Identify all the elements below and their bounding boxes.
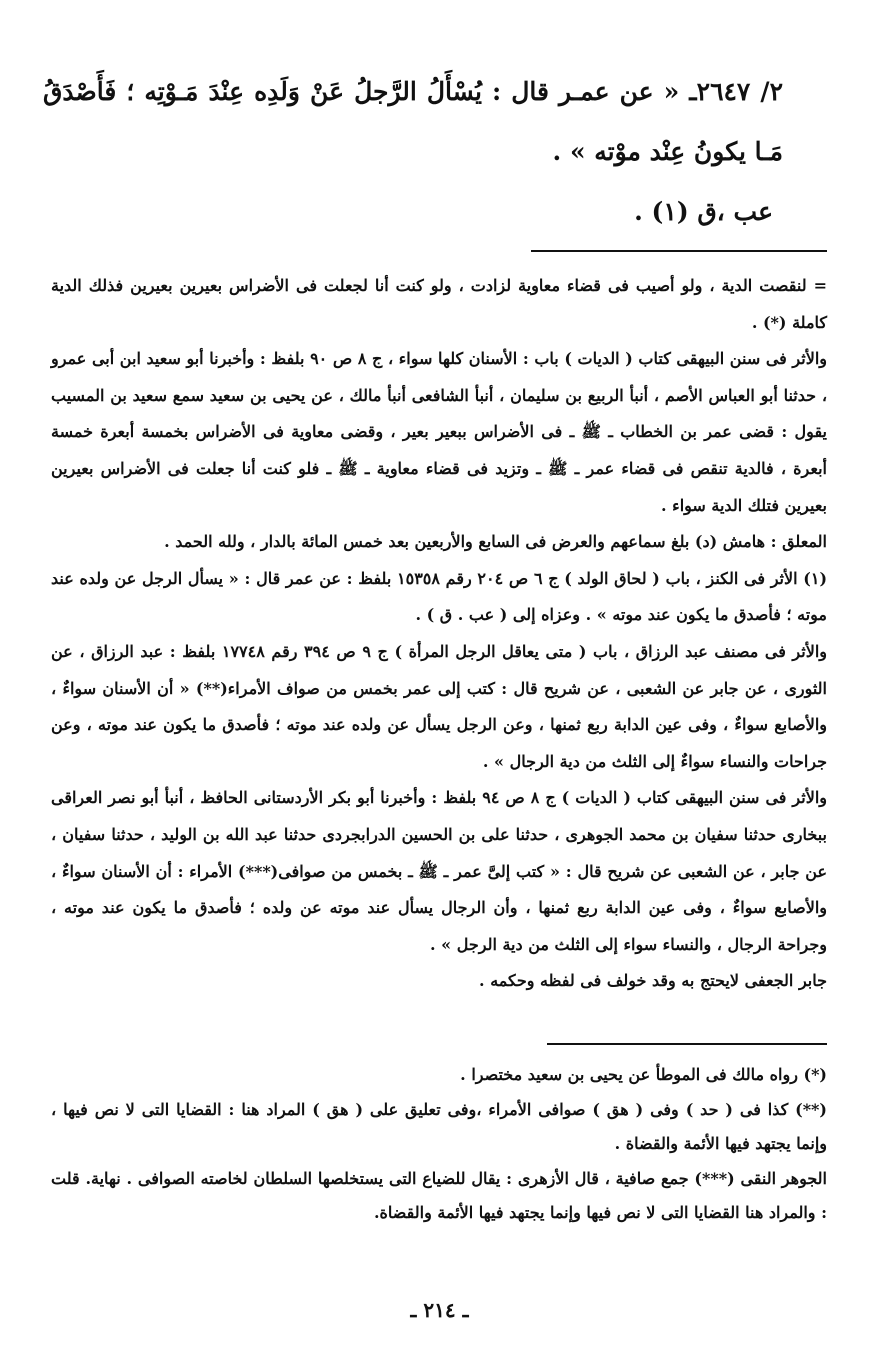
footnotes [51,1058,827,1231]
note-paragraph: والأثر فى سنن البيهقى كتاب ( الديات ) ج ٨ ص ٩٤ بلفظ : وأخبرنا أبو بكر الأردستانى الحافظ ، أنبأ أبو نصر العراقى ببخارى حدثنا سفيان بن محمد الجوهرى ، حدثنا على بن الحسين الدرابجردى حدثنا عبد الله بن الوليد ، حدثنا سفيان ، عن جابر ، عن الشعبى عن شريح قال : « كتب إلىَّ عمر ـ ﷺ ـ بخمس من صوافى(***) الأمراء : أن الأسنان سواءٌ ، والأصابع سواءٌ ، وفى عين الدابة ربع ثمنها ، وأن الرجال يسأل عند موته عن ولده ؛ فأصدق ما يكون عند موته ، وجراحة الرجال ، والنساء سواء إلى الثلث من دية الرجل » . [51,788,827,954]
section-divider [531,250,827,252]
page-number: ـ ٢١٤ ـ [410,1298,469,1322]
footnote-divider [547,1043,827,1045]
hadith-block [43,62,783,242]
footnote: (*) رواه مالك فى الموطأ عن يحيى بن سعيد مختصرا . [460,1065,827,1084]
commentary-notes [51,268,827,1000]
note-paragraph: والأثر فى مصنف عبد الرزاق ، باب ( متى يعاقل الرجل المرأة ) ج ٩ ص ٣٩٤ رقم ١٧٧٤٨ بلفظ : عبد الرزاق ، عن الثورى ، عن جابر عن الشعبى ، عن شريح قال : كتب إلى عمر بخمس من صواف الأمراء(**) « أن الأسنان سواءٌ ، والأصابع سواءٌ ، وفى عين الدابة ربع ثمنها ، وعن الرجل يسأل عن ولده عند موته ؛ فأصدق ما يكون عند موته ، وعن جراحات والنساء سواءٌ إلى الثلث من دية الرجال » . [51,641,828,771]
hadith-source: عب ،ق (١) . [634,197,773,226]
note-paragraph: جابر الجعفى لايحتج به وقد خولف فى لفظه وحكمه . [479,971,827,991]
note-paragraph: المعلق : هامش (د) بلغ سماعهم والعرض فى السابع والأربعين بعد خمس المائة بالدار ، ولله الحمد . [164,532,827,552]
footnote: الجوهر النقى (***) جمع صافية ، قال الأزهرى : يقال للضياع التى يستخلصها السلطان لخاصته الصوافى . نهاية. قلت : والمراد هنا القضايا التى لا نص فيها وإنما يجتهد فيها الأئمة والقضاة. [51,1168,827,1222]
note-paragraph: = لنقصت الدية ، ولو أصيب فى قضاء معاوية لزادت ، ولو كنت أنا لجعلت فى الأضراس بعيرين بعيرين فذلك الدية كاملة (*) . [51,276,828,332]
note-paragraph: والأثر فى سنن البيهقى كتاب ( الديات ) باب : الأسنان كلها سواء ، ج ٨ ص ٩٠ بلفظ : وأخبرنا أبو سعيد ابن أبى عمرو ، حدثنا أبو العباس الأصم ، أنبأ الربيع بن سليمان ، أنبأ الشافعى أنبأ مالك ، عن يحيى بن سعيد سمع سعيد بن المسيب يقول : قضى عمر بن الخطاب ـ ﷺ ـ فى الأضراس ببعير بعير ، وقضى معاوية فى الأضراس بخمسة أبعرة خمسة أبعرة ، فالدية تنقص فى قضاء عمر ـ ﷺ ـ وتزيد فى قضاء معاوية ـ ﷺ ـ فلو كنت أنا جعلت فى الأضراس بعيرين بعيرين فتلك الدية سواء . [51,349,828,515]
hadith-text: ٢/ ٢٦٤٧ـ « عن عمـر قال : يُسْأَلُ الرَّجلُ عَنْ وَلَدِه عِنْدَ مَـوْتِه ؛ فَأَصْدَقُ مَـا يكونُ عِنْد موْته » . [43,77,783,166]
footnote: (**) كذا فى ( حد ) وفى ( هق ) صوافى الأمراء ،وفى تعليق على ( هق ) المراد هنا : القضايا التى لا نص فيها ، وإنما يجتهد فيها الأئمة والقضاة . [51,1099,827,1153]
note-paragraph: (١) الأثر فى الكنز ، باب ( لحاق الولد ) ج ٦ ص ٢٠٤ رقم ١٥٣٥٨ بلفظ : عن عمر قال : « يسأل الرجل عن ولده عند موته ؛ فأصدق ما يكون عند موته » . وعزاه إلى ( عب . ق ) . [51,568,828,625]
